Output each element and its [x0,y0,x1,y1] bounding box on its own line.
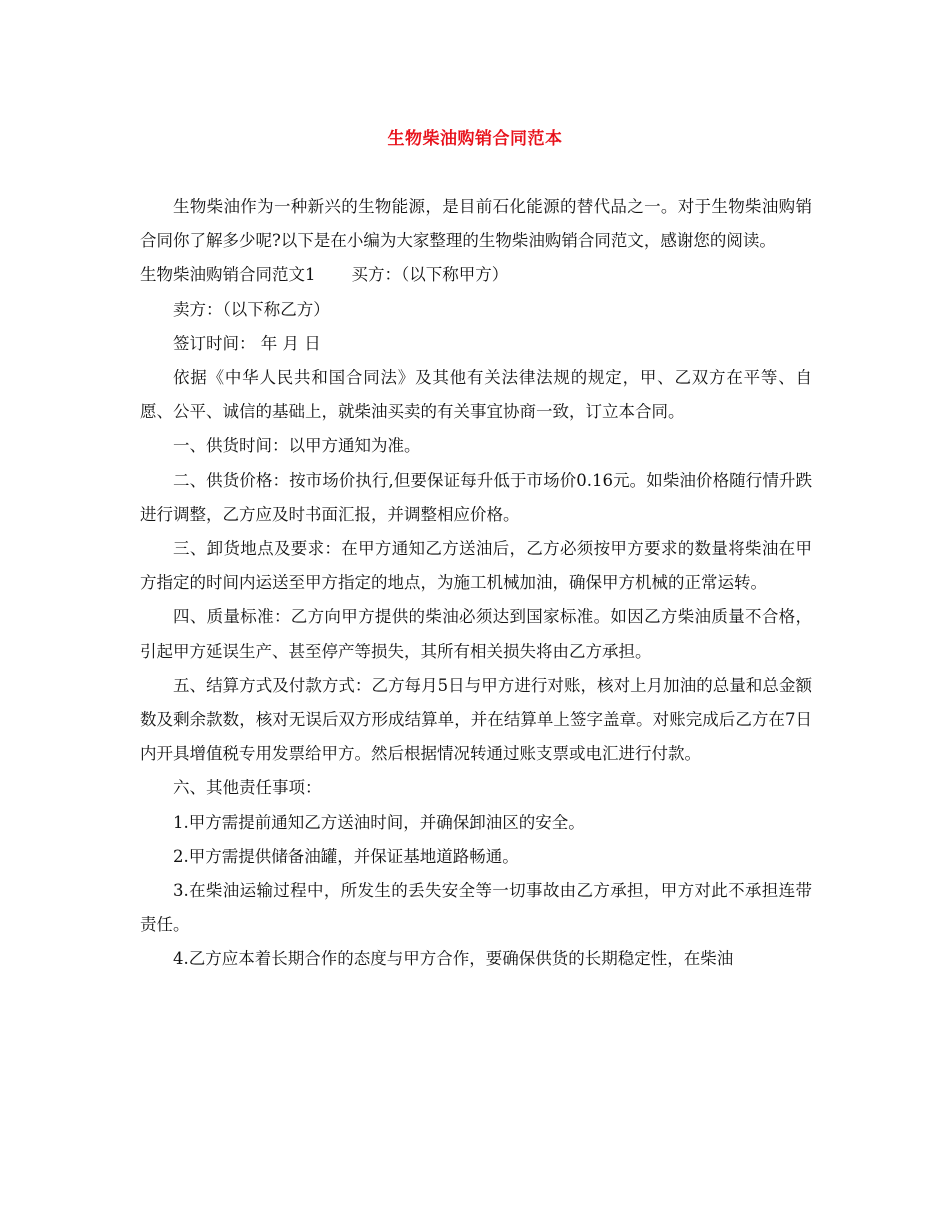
paragraph-item-2: 2.甲方需提供储备油罐，并保证基地道路畅通。 [173,846,519,866]
document-body [140,190,812,977]
seller-line: 卖方：（以下称乙方） [173,299,330,319]
paragraph-item-4: 4.乙方应本着长期合作的态度与甲方合作，要确保供货的长期稳定性，在柴油 [173,949,734,969]
paragraph-clause-2: 二、供货价格：按市场价执行,但要保证每升低于市场价0.16元。如柴油价格随行情升跌进行调整，乙方应及时书面汇报，并调整相应价格。 [140,470,812,524]
buyer-line: 买方：（以下称甲方） [351,265,509,285]
document-title: 生物柴油购销合同范本 [387,129,563,149]
paragraph-clause-4: 四、质量标准：乙方向甲方提供的柴油必须达到国家标准。如因乙方柴油质量不合格，引起甲方延误生产、甚至停产等损失，其所有相关损失将由乙方承担。 [140,607,812,661]
paragraph-item-3: 3.在柴油运输过程中，所发生的丢失安全等一切事故由乙方承担，甲方对此不承担连带责任。 [140,881,812,935]
paragraph-clause-3: 三、卸货地点及要求：在甲方通知乙方送油后，乙方必须按甲方要求的数量将柴油在甲方指定的时间内运送至甲方指定的地点，为施工机械加油，确保甲方机械的正常运转。 [140,539,812,593]
paragraph-basis: 依据《中华人民共和国合同法》及其他有关法律法规的规定，甲、乙双方在平等、自愿、公平、诚信的基础上，就柴油买卖的有关事宜协商一致，订立本合同。 [140,368,812,422]
paragraph-clause-5: 五、结算方式及付款方式：乙方每月5日与甲方进行对账，核对上月加油的总量和总金额数及剩余款数，核对无误后双方形成结算单，并在结算单上签字盖章。对账完成后乙方在7日内开具增值税专用发票给甲方。然后根据情况转通过账支票或电汇进行付款。 [140,675,812,764]
paragraph-item-1: 1.甲方需提前通知乙方送油时间，并确保卸油区的安全。 [173,812,585,832]
intro-paragraph: 生物柴油作为一种新兴的生物能源，是目前石化能源的替代品之一。对于生物柴油购销合同你了解多少呢?以下是在小编为大家整理的生物柴油购销合同范文，感谢您的阅读。 [140,197,812,251]
heading-line [140,258,812,292]
paragraph-clause-1: 一、供货时间：以甲方通知为准。 [173,436,421,456]
section-title: 生物柴油购销合同范文1 [140,265,316,285]
paragraph-clause-6: 六、其他责任事项： [173,778,322,798]
signing-time-line: 签订时间： 年 月 日 [173,333,321,353]
